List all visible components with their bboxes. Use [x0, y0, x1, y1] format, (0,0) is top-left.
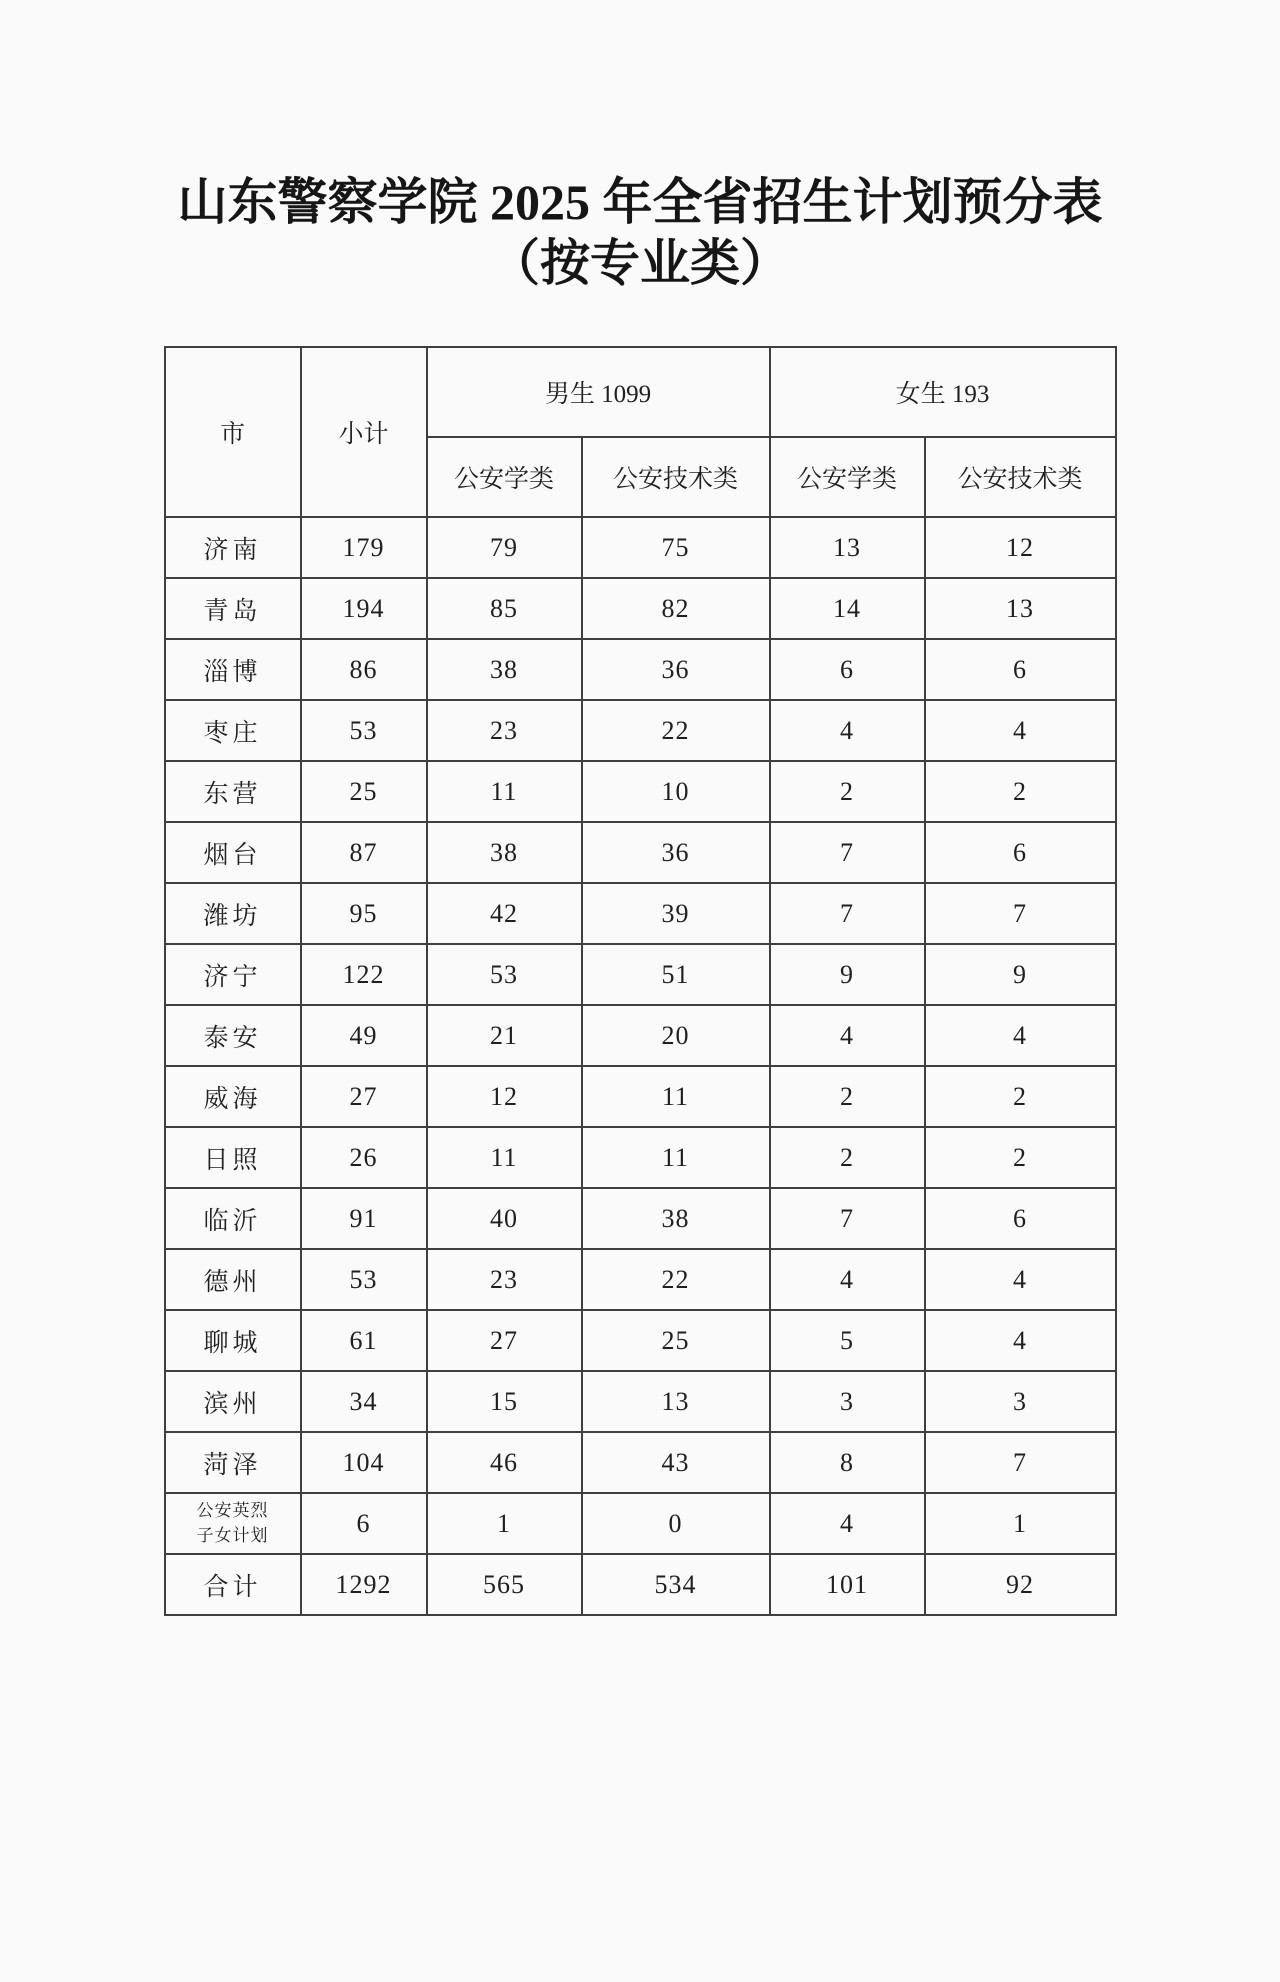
city-cell: 临沂	[165, 1188, 301, 1249]
female-tech-cell: 3	[925, 1371, 1116, 1432]
male-tech-cell: 82	[582, 578, 770, 639]
female-tech-cell: 92	[925, 1554, 1116, 1615]
male-security-cell: 1	[427, 1493, 582, 1554]
plan-label-cell	[165, 1493, 301, 1554]
city-cell: 济宁	[165, 944, 301, 1005]
female-tech-cell: 12	[925, 517, 1116, 578]
table-row-martyr-children-plan	[165, 1493, 1116, 1554]
female-tech-cell: 1	[925, 1493, 1116, 1554]
male-tech-cell: 36	[582, 639, 770, 700]
subtotal-cell: 53	[301, 700, 427, 761]
male-security-cell: 38	[427, 639, 582, 700]
header-male-group: 男生 1099	[427, 347, 770, 437]
female-tech-cell: 7	[925, 883, 1116, 944]
city-cell: 东营	[165, 761, 301, 822]
female-security-cell: 101	[770, 1554, 925, 1615]
subtotal-cell: 122	[301, 944, 427, 1005]
table-row	[165, 578, 1116, 639]
female-security-cell: 13	[770, 517, 925, 578]
table-row	[165, 883, 1116, 944]
city-cell: 淄博	[165, 639, 301, 700]
male-tech-cell: 11	[582, 1127, 770, 1188]
city-cell: 日照	[165, 1127, 301, 1188]
female-security-cell: 5	[770, 1310, 925, 1371]
female-security-cell: 9	[770, 944, 925, 1005]
table-row	[165, 822, 1116, 883]
table-row	[165, 761, 1116, 822]
female-tech-cell: 2	[925, 761, 1116, 822]
subtotal-cell: 49	[301, 1005, 427, 1066]
male-tech-cell: 11	[582, 1066, 770, 1127]
header-male-tech: 公安技术类	[582, 437, 770, 517]
page-title-line1: 山东警察学院 2025 年全省招生计划预分表	[177, 174, 1103, 230]
male-tech-cell: 38	[582, 1188, 770, 1249]
table-row	[165, 1249, 1116, 1310]
female-security-cell: 2	[770, 1127, 925, 1188]
table-row-total	[165, 1554, 1116, 1615]
subtotal-cell: 91	[301, 1188, 427, 1249]
male-tech-cell: 534	[582, 1554, 770, 1615]
male-tech-cell: 51	[582, 944, 770, 1005]
male-security-cell: 15	[427, 1371, 582, 1432]
page-title	[0, 172, 1280, 294]
female-security-cell: 3	[770, 1371, 925, 1432]
female-security-cell: 4	[770, 700, 925, 761]
city-cell: 烟台	[165, 822, 301, 883]
page-title-line2: （按专业类）	[490, 235, 790, 291]
city-cell: 威海	[165, 1066, 301, 1127]
table-row	[165, 1005, 1116, 1066]
male-tech-cell: 22	[582, 1249, 770, 1310]
city-cell: 菏泽	[165, 1432, 301, 1493]
female-security-cell: 7	[770, 1188, 925, 1249]
subtotal-cell: 27	[301, 1066, 427, 1127]
male-security-cell: 23	[427, 700, 582, 761]
male-security-cell: 79	[427, 517, 582, 578]
male-tech-cell: 20	[582, 1005, 770, 1066]
male-tech-cell: 39	[582, 883, 770, 944]
male-tech-cell: 22	[582, 700, 770, 761]
female-security-cell: 4	[770, 1005, 925, 1066]
subtotal-cell: 6	[301, 1493, 427, 1554]
female-tech-cell: 13	[925, 578, 1116, 639]
male-tech-cell: 25	[582, 1310, 770, 1371]
subtotal-cell: 1292	[301, 1554, 427, 1615]
female-security-cell: 4	[770, 1493, 925, 1554]
male-tech-cell: 36	[582, 822, 770, 883]
male-security-cell: 11	[427, 1127, 582, 1188]
female-tech-cell: 9	[925, 944, 1116, 1005]
female-tech-cell: 6	[925, 822, 1116, 883]
female-security-cell: 7	[770, 883, 925, 944]
table-row	[165, 1066, 1116, 1127]
subtotal-cell: 26	[301, 1127, 427, 1188]
table-row	[165, 1432, 1116, 1493]
female-security-cell: 7	[770, 822, 925, 883]
table-row	[165, 639, 1116, 700]
city-cell: 青岛	[165, 578, 301, 639]
city-cell: 潍坊	[165, 883, 301, 944]
city-cell: 济南	[165, 517, 301, 578]
table-row	[165, 517, 1116, 578]
table-row	[165, 700, 1116, 761]
male-tech-cell: 10	[582, 761, 770, 822]
city-cell: 聊城	[165, 1310, 301, 1371]
male-tech-cell: 0	[582, 1493, 770, 1554]
subtotal-cell: 87	[301, 822, 427, 883]
male-security-cell: 27	[427, 1310, 582, 1371]
subtotal-cell: 53	[301, 1249, 427, 1310]
table-row	[165, 1310, 1116, 1371]
subtotal-cell: 34	[301, 1371, 427, 1432]
city-cell: 枣庄	[165, 700, 301, 761]
female-tech-cell: 4	[925, 700, 1116, 761]
subtotal-cell: 95	[301, 883, 427, 944]
city-cell: 泰安	[165, 1005, 301, 1066]
female-tech-cell: 4	[925, 1249, 1116, 1310]
total-label-cell: 合计	[165, 1554, 301, 1615]
male-security-cell: 85	[427, 578, 582, 639]
male-tech-cell: 43	[582, 1432, 770, 1493]
female-tech-cell: 2	[925, 1127, 1116, 1188]
male-security-cell: 11	[427, 761, 582, 822]
subtotal-cell: 61	[301, 1310, 427, 1371]
female-tech-cell: 6	[925, 639, 1116, 700]
enrollment-plan-table	[164, 346, 1117, 1616]
male-security-cell: 12	[427, 1066, 582, 1127]
male-security-cell: 21	[427, 1005, 582, 1066]
header-female-group: 女生 193	[770, 347, 1116, 437]
table-row	[165, 944, 1116, 1005]
plan-label-text: 公安英烈子女计划	[196, 1500, 269, 1545]
male-tech-cell: 75	[582, 517, 770, 578]
female-tech-cell: 4	[925, 1005, 1116, 1066]
header-female-security: 公安学类	[770, 437, 925, 517]
female-security-cell: 2	[770, 761, 925, 822]
female-security-cell: 14	[770, 578, 925, 639]
male-security-cell: 565	[427, 1554, 582, 1615]
city-cell: 德州	[165, 1249, 301, 1310]
male-security-cell: 40	[427, 1188, 582, 1249]
header-male-security: 公安学类	[427, 437, 582, 517]
header-subtotal: 小计	[301, 347, 427, 517]
male-security-cell: 53	[427, 944, 582, 1005]
female-security-cell: 6	[770, 639, 925, 700]
header-female-tech: 公安技术类	[925, 437, 1116, 517]
female-tech-cell: 6	[925, 1188, 1116, 1249]
female-tech-cell: 2	[925, 1066, 1116, 1127]
male-security-cell: 23	[427, 1249, 582, 1310]
table-row	[165, 1188, 1116, 1249]
female-security-cell: 8	[770, 1432, 925, 1493]
female-security-cell: 2	[770, 1066, 925, 1127]
subtotal-cell: 104	[301, 1432, 427, 1493]
header-row-groups	[165, 347, 1116, 437]
female-tech-cell: 7	[925, 1432, 1116, 1493]
subtotal-cell: 179	[301, 517, 427, 578]
female-tech-cell: 4	[925, 1310, 1116, 1371]
header-city: 市	[165, 347, 301, 517]
male-security-cell: 38	[427, 822, 582, 883]
male-security-cell: 42	[427, 883, 582, 944]
subtotal-cell: 194	[301, 578, 427, 639]
male-security-cell: 46	[427, 1432, 582, 1493]
table-row	[165, 1127, 1116, 1188]
male-tech-cell: 13	[582, 1371, 770, 1432]
female-security-cell: 4	[770, 1249, 925, 1310]
table-row	[165, 1371, 1116, 1432]
subtotal-cell: 86	[301, 639, 427, 700]
city-cell: 滨州	[165, 1371, 301, 1432]
subtotal-cell: 25	[301, 761, 427, 822]
